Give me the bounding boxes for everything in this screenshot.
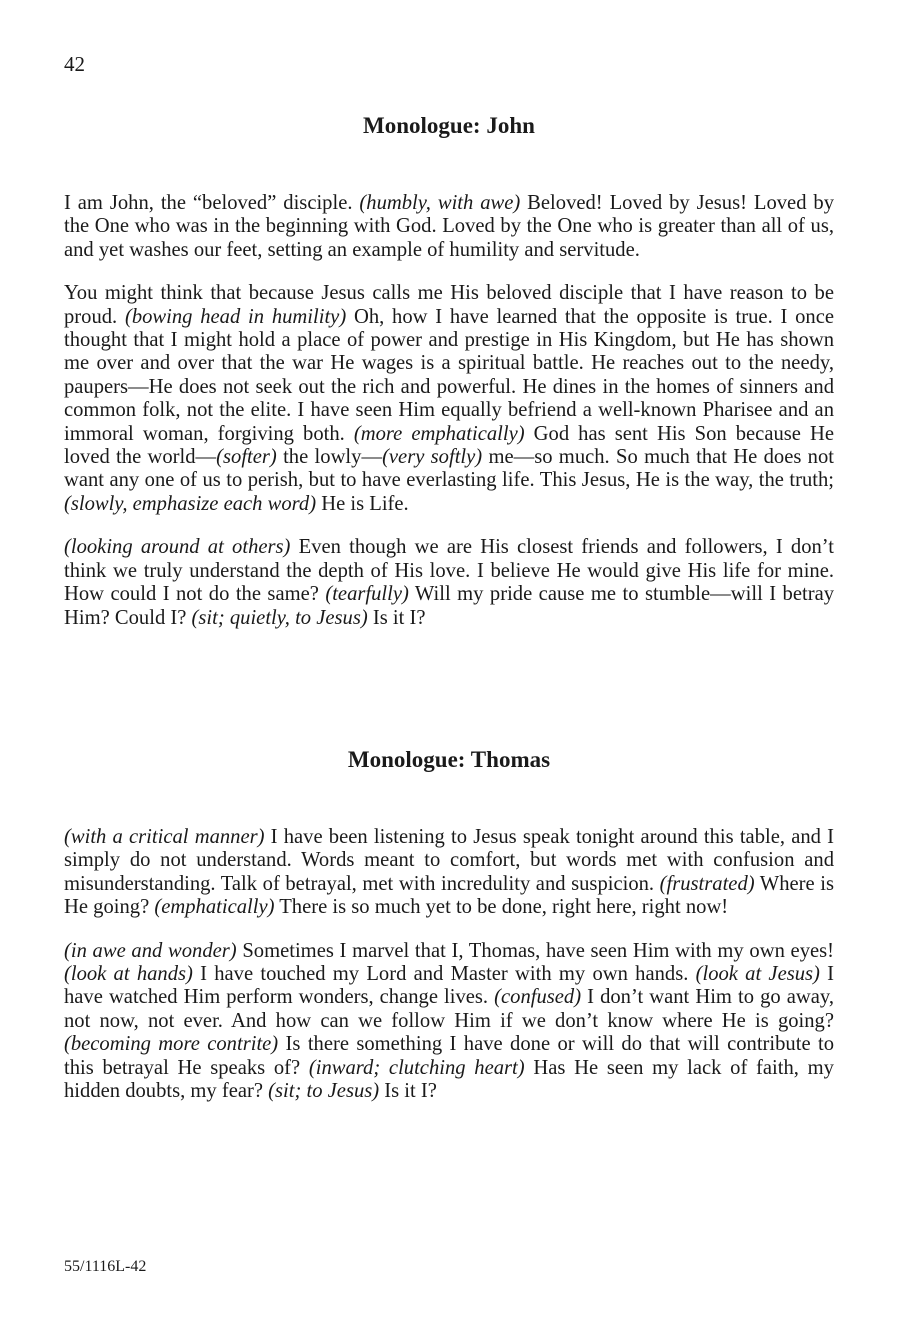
page-number: 42 <box>64 52 85 76</box>
dialogue-text: Has He seen my lack of faith, my hidden doubts, my fear? <box>64 1056 834 1103</box>
stage-direction: (sit; quietly, to Jesus) <box>191 606 368 629</box>
paragraph <box>64 826 834 920</box>
dialogue-text: I don’t want Him to go away, not now, not ever. And how can we follow Him if we don’t know where He is going? <box>64 986 834 1032</box>
section-heading: Monologue: John <box>363 113 535 138</box>
section-thomas <box>64 746 834 1123</box>
dialogue-text: Is there something I have done or will do that will contribute to this betrayal He speaks of? <box>64 1033 834 1079</box>
stage-direction: (with a critical manner) <box>64 826 265 848</box>
stage-direction: (sit; to Jesus) <box>268 1080 380 1103</box>
section-john <box>64 112 834 650</box>
stage-direction: (bowing head in humility) <box>124 305 347 328</box>
dialogue-text: Beloved! Loved by Jesus! Loved by the One who was in the beginning with God. Loved by the One who is greater than all of us, and yet washes our feet, setting an example of humility and servitude. <box>64 192 835 261</box>
paragraph <box>64 536 834 630</box>
dialogue-text: There is so much yet to be done, right here, right now! <box>274 896 729 919</box>
paragraph <box>64 192 834 262</box>
paragraph <box>64 940 834 1104</box>
stage-direction: (humbly, with awe) <box>359 192 521 214</box>
dialogue-text: Will my pride cause me to stumble—will I betray Him? Could I? <box>64 583 835 629</box>
dialogue-text: Is it I? <box>367 606 426 629</box>
paragraph <box>64 282 834 516</box>
stage-direction: (emphatically) <box>154 896 275 919</box>
stage-direction: (in awe and wonder) <box>64 939 237 962</box>
stage-direction: (looking around at others) <box>64 536 291 559</box>
section-heading: Monologue: Thomas <box>347 747 551 772</box>
dialogue-text: You might think that because Jesus calls me His beloved disciple that I have reason to be proud. <box>64 282 834 328</box>
stage-direction: (inward; clutching heart) <box>308 1056 525 1079</box>
dialogue-text: I have touched my Lord and Master with my own hands. <box>192 963 696 986</box>
dialogue-text: Even though we are His closest friends and followers, I don’t think we truly understand the depth of His love. I believe He would give His life for mine. How could I not do the same? <box>64 536 835 606</box>
dialogue-text: I am John, the “beloved” disciple. <box>64 192 360 214</box>
dialogue-text: I have watched Him perform wonders, change lives. <box>64 963 835 1009</box>
dialogue-text: Is it I? <box>379 1080 437 1103</box>
footer-code: 55/1116L-42 <box>64 1258 147 1275</box>
dialogue-text: me—so much. So much that He does not want any one of us to perish, but to have everlasting life. This Jesus, He is the way, the truth; <box>64 446 834 492</box>
stage-direction: (softer) <box>216 446 277 469</box>
stage-direction: (very softly) <box>382 446 483 469</box>
stage-direction: (more emphatically) <box>353 422 525 445</box>
dialogue-text: Where is He going? <box>64 872 834 919</box>
dialogue-text: God has sent His Son because He loved the world— <box>64 422 834 469</box>
stage-direction: (tearfully) <box>325 583 409 606</box>
stage-direction: (confused) <box>494 986 582 1009</box>
dialogue-text: I have been listening to Jesus speak tonight around this table, and I simply do not understand. Words meant to comfort, but words met with confusion and misunderstanding. Talk of betrayal, met with incredulity and suspicion. <box>64 826 834 895</box>
dialogue-text: the lowly— <box>276 446 383 469</box>
dialogue-text: He is Life. <box>316 492 409 515</box>
stage-direction: (becoming more contrite) <box>64 1033 279 1056</box>
dialogue-text: Oh, how I have learned that the opposite is true. I once thought that I might hold a place of power and prestige in His Kingdom, but He has shown me over and over that the war He wages is a spiritual battle. He reaches out to the needy, paupers—He does not seek out the rich and powerful. He dines in the homes of sinners and common folk, not the elite. I have seen Him equally befriend a well-known Pharisee and an immoral woman, forgiving both. <box>64 305 834 445</box>
stage-direction: (look at Jesus) <box>695 963 820 986</box>
stage-direction: (slowly, emphasize each word) <box>64 492 317 515</box>
stage-direction: (look at hands) <box>64 963 193 986</box>
stage-direction: (frustrated) <box>659 872 755 895</box>
dialogue-text: Sometimes I marvel that I, Thomas, have seen Him with my own eyes! <box>236 939 835 962</box>
